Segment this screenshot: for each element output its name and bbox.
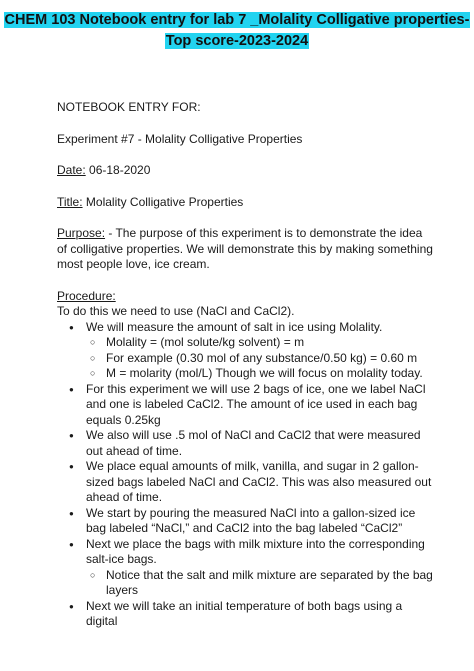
list-item: [57, 537, 435, 599]
procedure-steps: [57, 320, 435, 630]
step-text: Next we place the bags with milk mixture into the corresponding salt-ice bags.: [86, 536, 425, 566]
purpose-text: - The purpose of this experiment is to demonstrate the idea of colligative properties. We will demonstrate this by making something most people love, ice cream.: [57, 226, 433, 271]
entry-heading: NOTEBOOK ENTRY FOR:: [57, 100, 201, 114]
list-item: [57, 320, 435, 382]
experiment-line: Experiment #7 - Molality Colligative Properties: [57, 131, 303, 146]
title-value: Molality Colligative Properties: [82, 194, 244, 209]
date-value: 06-18-2020: [85, 163, 151, 177]
step-text: We start by pouring the measured NaCl into a gallon-sized ice bag labeled “NaCl,” and CaCl2 into the bag labeled “CaCl2”: [86, 505, 416, 535]
sub-list-item: ○ Molality = (mol solute/kg solvent) = m: [86, 335, 435, 351]
step-text: We place equal amounts of milk, vanilla, and sugar in 2 gallon-sized bags labeled NaCl and CaCl2. This was also measured out ahead of time.: [86, 459, 432, 504]
document-title: CHEM 103 Notebook entry for lab 7 _Molality Colligative properties-Top score-2023-2024: [4, 12, 470, 49]
title-line: [57, 195, 435, 211]
list-item: [57, 459, 435, 506]
sub-list-item: ○ For example (0.30 mol of any substance/0.50 kg) = 0.60 m: [86, 351, 435, 367]
procedure-label: Procedure:: [57, 288, 116, 303]
list-item: [57, 382, 435, 429]
sub-list: [86, 568, 435, 599]
notebook-entry: [57, 100, 435, 630]
purpose-label: Purpose:: [57, 226, 106, 240]
date-line: [57, 163, 435, 179]
procedure-intro: To do this we need to use (NaCl and CaCl2).: [57, 304, 295, 318]
step-text: Next we will take an initial temperature of both bags using a digital: [86, 598, 403, 628]
list-item: [57, 506, 435, 537]
sub-list: [86, 335, 435, 382]
date-label: Date:: [57, 163, 86, 177]
list-item: [57, 599, 435, 630]
sub-list-item: ○ Notice that the salt and milk mixture are separated by the bag layers: [86, 568, 435, 599]
step-text: For this experiment we will use 2 bags of ice, one we label NaCl and one is labeled CaCl2. The amount of ice used in each bag equals 0.25kg: [86, 381, 426, 427]
purpose-paragraph: [57, 226, 435, 273]
list-item: [57, 428, 435, 459]
title-label: Title:: [57, 194, 83, 209]
document-title-banner: [0, 10, 474, 52]
step-text: We also will use .5 mol of NaCl and CaCl2 that were measured out ahead of time.: [86, 428, 421, 458]
sub-list-item: ○ M = molarity (mol/L) Though we will focus on molality today.: [86, 366, 435, 382]
step-text: We will measure the amount of salt in ice using Molality.: [86, 319, 383, 334]
